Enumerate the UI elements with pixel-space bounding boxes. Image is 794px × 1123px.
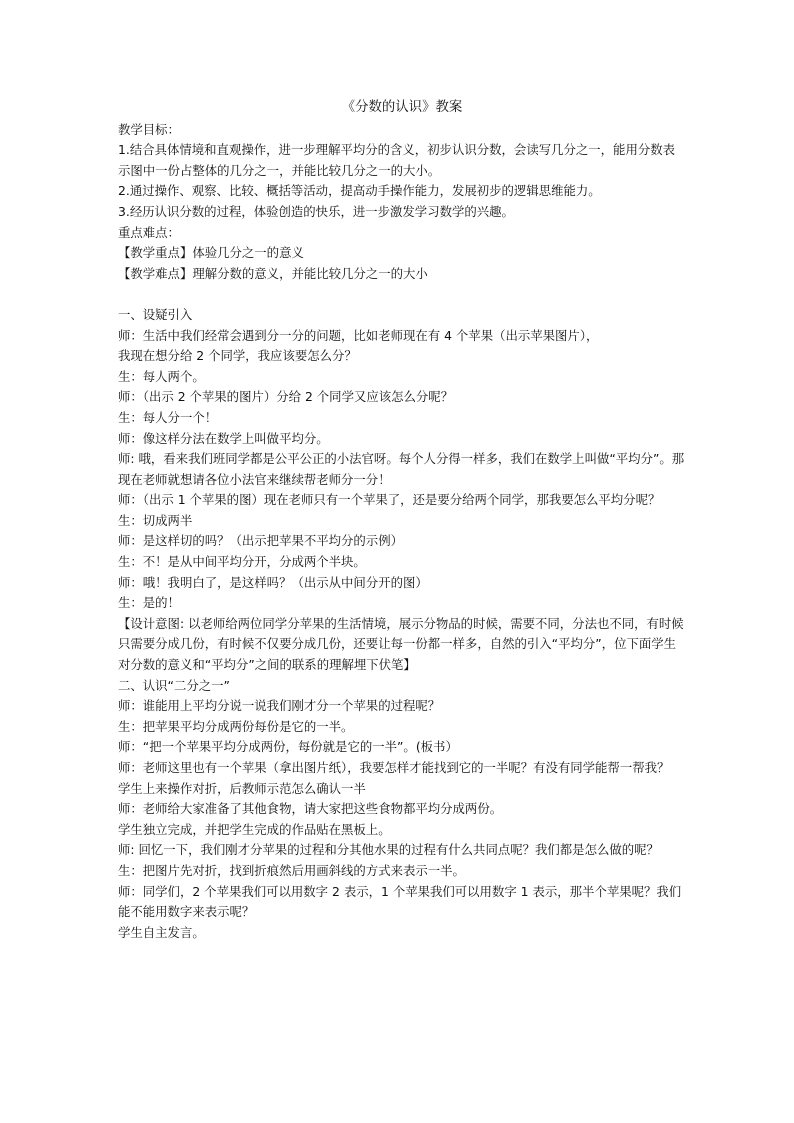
dialogue-line: 生：把图片先对折，找到折痕然后用画斜线的方式来表示一半。 xyxy=(118,862,465,878)
goals-heading: 教学目标： xyxy=(118,121,180,137)
dialogue-line: 师：像这样分法在数学上叫做平均分。 xyxy=(118,430,329,446)
dialogue-line: 生：把苹果平均分成两份每份是它的一半。 xyxy=(118,718,354,734)
dialogue-line: 学生独立完成，并把学生完成的作品贴在黑板上。 xyxy=(118,821,391,837)
goal-3: 3.经历认识分数的过程，体验创造的快乐，进一步激发学习数学的兴趣。 xyxy=(118,203,514,219)
section-heading-1: 一、设疑引入 xyxy=(118,306,193,322)
difficult-point: 【教学难点】理解分数的意义，并能比较几分之一的大小 xyxy=(118,265,428,281)
dialogue-line: 生：每人两个。 xyxy=(118,368,205,384)
document-title: 《分数的认识》教案 xyxy=(341,100,463,115)
goal-2: 2.通过操作、观察、比较、概括等活动，提高动手操作能力，发展初步的逻辑思维能力。 xyxy=(118,183,601,199)
blank-line xyxy=(118,284,686,305)
dialogue-line: 师：“把一个苹果平均分成两份，每份就是它的一半”。(板书） xyxy=(118,739,458,755)
dialogue-line: 师：谁能用上平均分说一说我们刚才分一个苹果的过程呢？ xyxy=(118,698,441,714)
key-point: 【教学重点】体验几分之一的意义 xyxy=(118,245,304,261)
dialogue-line: 师：（出示 2 个苹果的图片）分给 2 个同学又应该怎么分呢？ xyxy=(118,389,454,405)
dialogue-line: 师：同学们，2 个苹果我们可以用数字 2 表示，1 个苹果我们可以用数字 1 表示，那半个苹果呢？我们能不能用数字来表示呢？ xyxy=(118,883,682,920)
dialogue-line: 师: 回忆一下，我们刚才分苹果的过程和分其他水果的过程有什么共同点呢？我们都是怎么做的呢？ xyxy=(118,842,659,858)
dialogue-line: 生：不！是从中间平均分开，分成两个半块。 xyxy=(118,554,366,570)
section-heading-2: 二、认识“二分之一” xyxy=(118,677,230,693)
dialogue-line: 学生自主发言。 xyxy=(118,924,205,940)
dialogue-line: 师：是这样切的吗？（出示把苹果不平均分的示例） xyxy=(118,533,403,549)
dialogue-line: 师：生活中我们经常会遇到分一分的问题，比如老师现在有 4 个苹果（出示苹果图片）， xyxy=(118,327,599,343)
document-page xyxy=(118,98,686,943)
dialogue-line: 生：每人分一个！ xyxy=(118,409,218,425)
key-heading: 重点难点： xyxy=(118,224,180,240)
dialogue-line: 师：哦！我明白了，是这样吗？（出示从中间分开的图） xyxy=(118,574,428,590)
design-intent: 【设计意图: 以老师给两位同学分苹果的生活情境，展示分物品的时候，需要不同，分法也不同，有时候只需要分成几份，有时候不仅要分成几份，还要让每一份都一样多，自然的引入“平均分”，位下面学生对分数的意义和“平均分”之间的联系的理解埋下伏笔】 xyxy=(118,615,684,673)
dialogue-line: 生：切成两半 xyxy=(118,512,193,528)
dialogue-line: 学生上来操作对折，后教师示范怎么确认一半 xyxy=(118,780,366,796)
goal-1: 1.结合具体情境和直观操作，进一步理解平均分的含义，初步认识分数，会读写几分之一，能用分数表示图中一份占整体的几分之一，并能比较几分之一的大小。 xyxy=(118,142,676,178)
dialogue-line: 师：老师给大家准备了其他食物，请大家把这些食物都平均分成两份。 xyxy=(118,801,503,817)
dialogue-line: 师：（出示 1 个苹果的图）现在老师只有一个苹果了，还是要分给两个同学，那我要怎么平均分呢？ xyxy=(118,492,661,508)
dialogue-line: 师：老师这里也有一个苹果（拿出图片纸），我要怎样才能找到它的一半呢？有没有同学能帮一帮我？ xyxy=(118,760,670,775)
dialogue-line: 师: 哦，看来我们班同学都是公平公正的小法官呀。每个人分得一样多，我们在数学上叫做“平均分”。那现在老师就想请各位小法官来继续帮老师分一分！ xyxy=(118,451,685,487)
dialogue-line: 生：是的！ xyxy=(118,595,180,611)
dialogue-line: 我现在想分给 2 个同学，我应该要怎么分？ xyxy=(118,348,357,364)
